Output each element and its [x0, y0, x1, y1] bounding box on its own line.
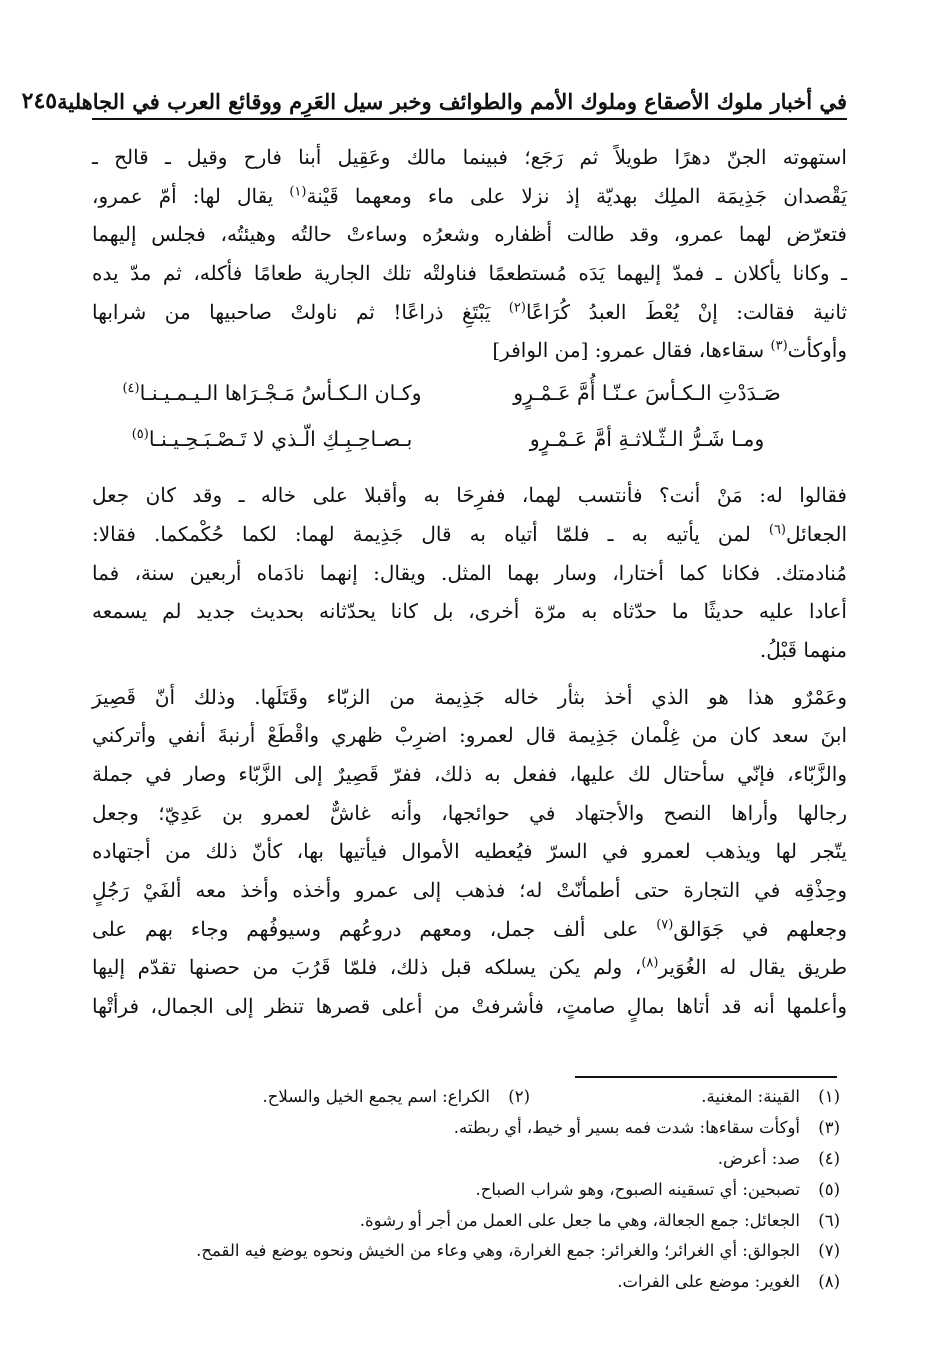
text-line: ابنَ سعد كان من غِلْمان جَذِيمة قال لعمرو: اضرِبْ ظهري واقْطَعْ أرنبةَ أنفي وأتركني — [92, 723, 847, 748]
text-line: فقالوا له: مَنْ أنت؟ فأنتسب لهما، ففرِحَا به وأقبلا على خاله ـ وقد كان جعل — [92, 483, 847, 508]
page-number: ٢٤٥ — [21, 88, 58, 114]
footnote-number: (١) — [818, 1087, 840, 1106]
text-line: وأوكأت$^{(٣)}$ سقاءها، فقال عمرو: [من الوافر] — [492, 338, 847, 363]
footnote-divider — [575, 1076, 837, 1078]
footnote-number: (٢) — [508, 1087, 530, 1106]
text-line: الجعائل$^{(٦)}$ لمن يأتيه به ـ فلمّا أتياه به قال جَذِيمة لهما: لكما حُكْمكما. فقالا: — [92, 521, 848, 546]
text-line: منهما قَبْلُ. — [759, 637, 847, 662]
text-line: يتّجر لها ويذهب لعمرو في السرّ فيُعطيه الأموال فيأتيها بها، كأنّ ذلك من أجتهاده — [92, 839, 848, 864]
footnote-ref[interactable]: (٨) — [641, 955, 659, 971]
footnote-row — [100, 1082, 840, 1113]
footnote-row — [100, 1267, 840, 1298]
verse-first-hemistich: ومـا شَـرُّ الـثّـلاثـةِ أمَّ عَـمْـرٍو — [529, 427, 765, 452]
footnote-ref[interactable]: (٧) — [656, 917, 674, 933]
footnote-text: الكراع: اسم يجمع الخيل والسلاح. — [262, 1087, 490, 1106]
footnote-text: الغوير: موضع على الفرات. — [617, 1272, 800, 1292]
footnote-number: (٦) — [818, 1210, 840, 1230]
footnote-number: (٥) — [818, 1179, 840, 1199]
text-line: ـ وكانا يأكلان ـ فمدّ إليهما يَدَه مُستطعمًا فناولتْه تلك الجارية طعامًا فأكله، ثم مدّ يده — [92, 261, 847, 286]
verse-second-hemistich: وكـان الـكـأسُ مَـجْـرَاها الـيـمـيـنـا$^{(٤)}$ — [122, 381, 422, 406]
footnote-number: (٤) — [818, 1148, 840, 1168]
poem-verse — [92, 370, 847, 416]
footnote-text: صد: أعرض. — [717, 1148, 800, 1168]
footnote-text: القينة: المغنية. — [701, 1087, 800, 1106]
footnote-row — [100, 1144, 840, 1175]
running-header — [21, 78, 847, 120]
running-title: في أخبار ملوك الأصقاع وملوك الأمم والطوائف وخبر سيل العَرِم ووقائع العرب في الجاهلية — [57, 89, 847, 114]
footnote-text: الجوالق: أي الغرائر؛ والغرائر: جمع الغرارة، وهي وعاء من الخيش ونحوه يوضع فيه القمح. — [196, 1241, 800, 1261]
footnote-row — [100, 1113, 840, 1144]
text-line: مُنادمتك. فكانا كما أختارا، وسار بهما المثل. ويقال: إنهما نادَماه أربعين سنة، فما — [92, 560, 847, 585]
text-line: وحِذْقِه في التجارة حتى أطمأنّتْ له؛ فذهب إلى عمرو وأخذه وأخذ معه ألفَيْ رَجُلٍ — [92, 878, 847, 902]
text-line: أعادا عليه حديثًا ما حدّثاه به مرّة أخرى، بل كانا يحدّثانه بحديث جديد لم يسمعه — [92, 599, 847, 624]
footnote-text: الجعائل: جمع الجعالة، وهي ما جعل على العمل من أجر أو رشوة. — [359, 1210, 800, 1230]
text-line: استهوته الجنّ دهرًا طويلاً ثم رَجَع؛ فبينما مالك وعَقِيل أبنا فارح وقيل ـ قالح ـ — [92, 145, 847, 169]
text-line: وجعلهم في جَوَالق$^{(٧)}$ على ألف جمل، ومعهم دروعُهم وسيوفُهم وجاء بهم على — [92, 916, 847, 941]
text-line: رجالها وأراها النصح والأجتهاد في حوائجها، وأنه غاشٌّ لعمرو بن عَدِيّ؛ وجعل — [92, 800, 847, 825]
main-text — [92, 138, 847, 1026]
verse-second-hemistich: بـصـاحِـبِـكِ الّـذي لا تَـصْـبَـحِـيـنـا$^{(٥)}$ — [131, 427, 413, 452]
footnote-row — [100, 1236, 840, 1267]
text-line: فتعرّض لهما عمرو، وقد طالت أظفاره وشعرُه وساءتْ حالتُه وهيئتُه، فجلس إليهما — [92, 222, 847, 247]
footnote-ref[interactable]: (٦) — [768, 522, 786, 538]
footnote-ref[interactable]: (٥) — [131, 427, 149, 443]
footnote-number: (٣) — [818, 1117, 840, 1137]
footnote-number: (٨) — [818, 1272, 840, 1292]
footnote-ref[interactable]: (٤) — [122, 381, 140, 397]
footnotes — [100, 1082, 840, 1298]
footnote-ref[interactable]: (١) — [289, 184, 307, 200]
text-line: وعَمْرٌو هذا هو الذي أخذ بثأر خاله جَذِيمة من الزبّاء وقَتَلَها. وذلك أنّ قَصِيرَ — [92, 684, 847, 709]
footnote-text: أوكأت سقاءها: شدت فمه بسير أو خيط، أي ربطته. — [453, 1117, 800, 1137]
footnote-row — [100, 1206, 840, 1237]
footnote-ref[interactable]: (٣) — [770, 338, 788, 354]
footnote-text: تصبحين: أي تسقينه الصبوح، وهو شراب الصباح. — [475, 1179, 800, 1199]
footnote-number: (٧) — [818, 1241, 840, 1261]
text-line: ثانية فقالت: إنْ يُعْطَ العبدُ كُرَاعًا$^{(٢)}$ يَبْتَغِ ذراعًا! ثم ناولتْ صاحبيها من شرابها — [92, 299, 848, 324]
text-line: طريق يقال له الغُوَير$^{(٨)}$، ولم يكن يسلكه قبل ذلك، فلمّا قَرُبَ من حصنها تقدّم إليها — [92, 955, 847, 980]
footnote-ref[interactable]: (٢) — [508, 300, 526, 316]
text-line: وأعلمها أنه قد أتاها بمالٍ صامتٍ، فأشرفتْ من أعلى قصرها تنظر إلى الجمال، فرأتْها — [92, 994, 847, 1019]
footnote-row — [100, 1175, 840, 1206]
text-line: يَقْصدان جَذِيمَة الملِك بهديّة إذ نزلا على ماء ومعهما قَيْنة$^{(١)}$ يقال لها: أمّ عمرو، — [92, 183, 847, 208]
verse-first-hemistich: صَـدَدْتِ الـكـأسَ عـنّـا أُمَّ عَـمْـرٍو — [513, 381, 781, 406]
text-line: والزَّبّاء، فإنّي سأحتال لك عليها، ففعل به ذلك، ففرّ قَصِيرٌ إلى الزَّبّاء وصار في جملة — [92, 761, 847, 786]
poem-verse — [92, 416, 847, 462]
